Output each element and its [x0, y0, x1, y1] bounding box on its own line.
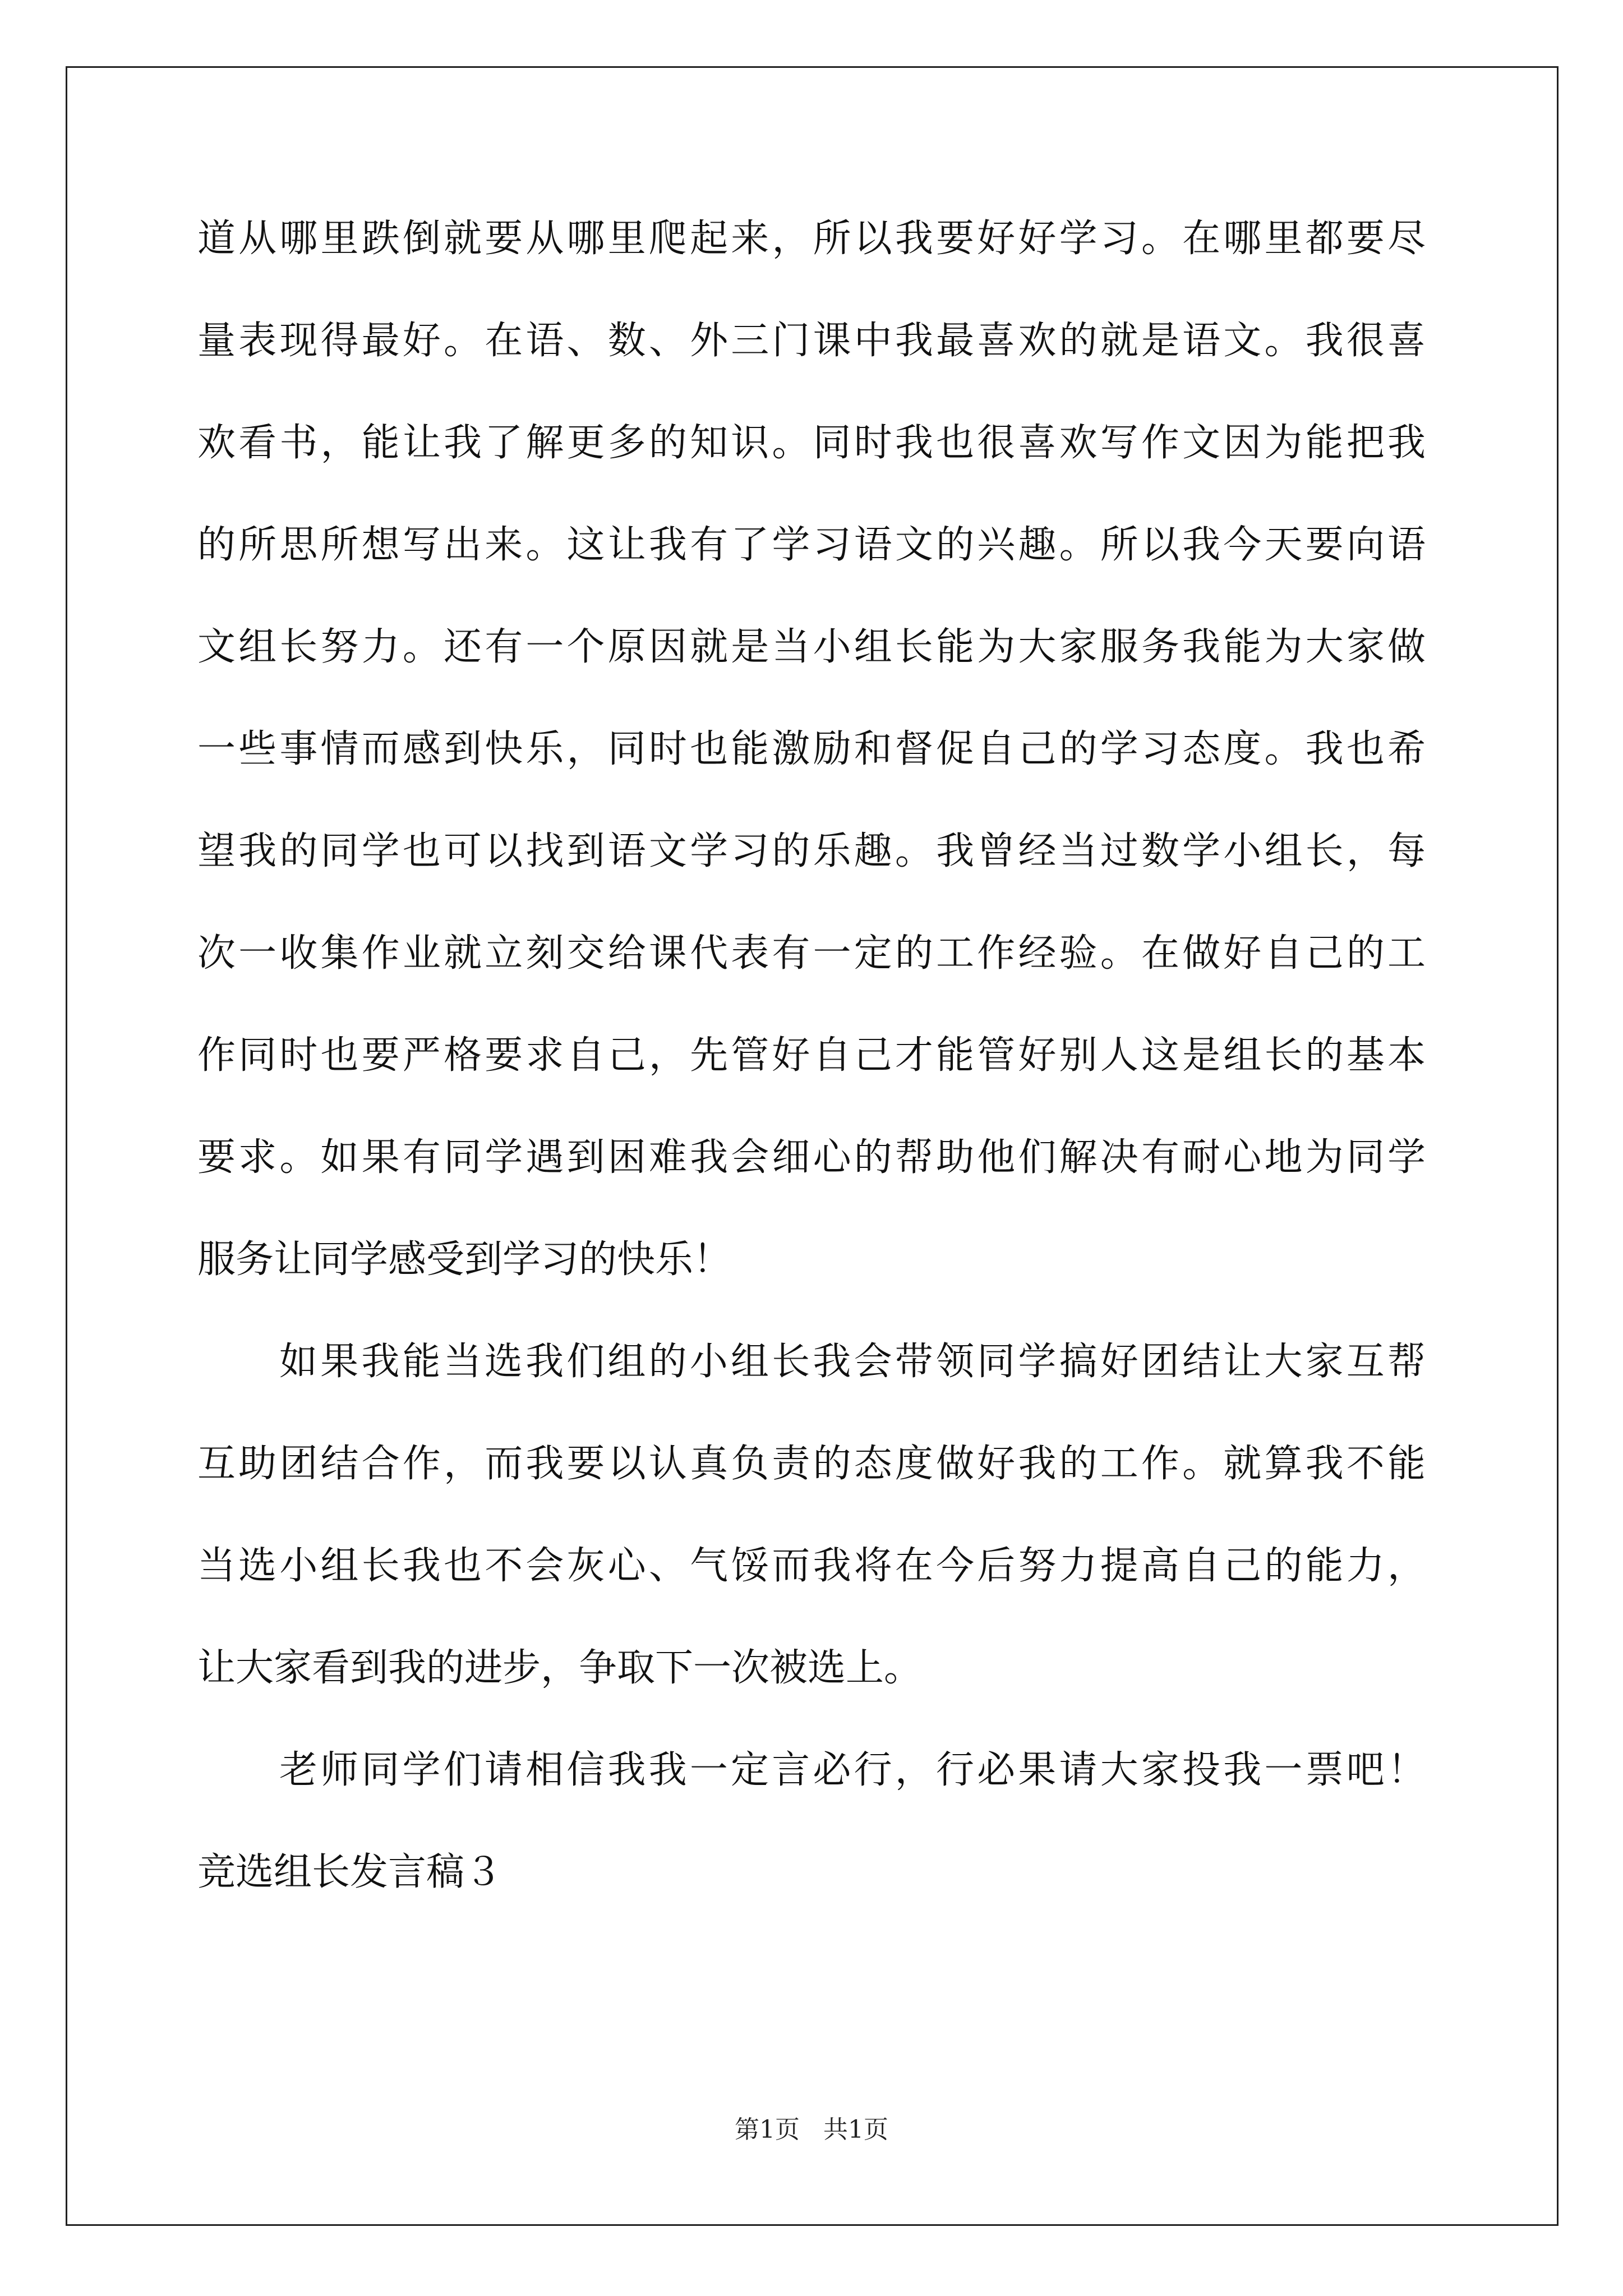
text-line: 作同时也要严格要求自己，先管好自己才能管好别人这是组长的基本	[197, 1033, 1426, 1078]
text-line: 老师同学们请相信我我一定言必行，行必果请大家投我一票吧！	[279, 1748, 1426, 1792]
text-line: 次一收集作业就立刻交给课代表有一定的工作经验。在做好自己的工	[197, 931, 1426, 976]
text-line: 欢看书，能让我了解更多的知识。同时我也很喜欢写作文因为能把我	[197, 421, 1426, 465]
text-line: 当选小组长我也不会灰心、气馁而我将在今后努力提高自己的能力，	[197, 1544, 1426, 1588]
text-line: 的所思所想写出来。这让我有了学习语文的兴趣。所以我今天要向语	[197, 523, 1426, 567]
page-footer: 第1页 共1页	[735, 2115, 888, 2144]
text-line: 要求。如果有同学遇到困难我会细心的帮助他们解决有耐心地为同学	[197, 1135, 1426, 1180]
text-line: 望我的同学也可以找到语文学习的乐趣。我曾经当过数学小组长，每	[197, 829, 1426, 873]
text-line: 道从哪里跌倒就要从哪里爬起来，所以我要好好学习。在哪里都要尽	[197, 217, 1426, 261]
text-line: 竞选组长发言稿３	[197, 1850, 503, 1894]
text-line: 如果我能当选我们组的小组长我会带领同学搞好团结让大家互帮	[279, 1340, 1426, 1384]
text-line: 文组长努力。还有一个原因就是当小组长能为大家服务我能为大家做	[197, 625, 1426, 669]
text-line: 一些事情而感到快乐，同时也能激励和督促自己的学习态度。我也希	[197, 727, 1426, 771]
text-line: 服务让同学感受到学习的快乐！	[197, 1237, 732, 1282]
text-line: 让大家看到我的进步，争取下一次被选上。	[197, 1646, 923, 1690]
text-line: 量表现得最好。在语、数、外三门课中我最喜欢的就是语文。我很喜	[197, 319, 1426, 363]
document-body	[197, 205, 1426, 1941]
text-line: 互助团结合作，而我要以认真负责的态度做好我的工作。就算我不能	[197, 1442, 1426, 1486]
